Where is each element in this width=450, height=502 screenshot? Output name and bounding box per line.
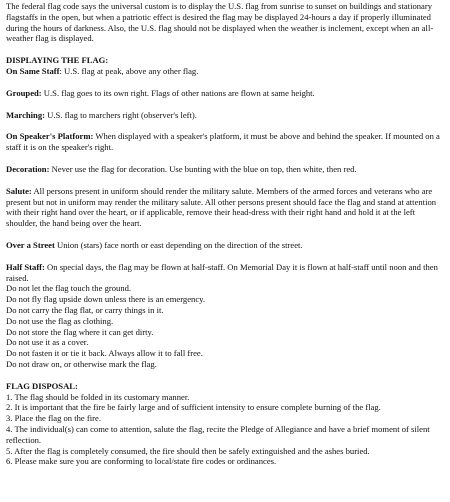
disposal-step: 3. Place the flag on the fire. [6,413,101,424]
rule-text: U.S. flag to marchers right (observer's left). [45,109,197,120]
disposal-step: 1. The flag should be folded in its customary manner. [6,391,190,402]
intro-paragraph: The federal flag code says the universal custom is to display the U.S. flag from sunrise to sunset on buildings and stationary flagstaffs in the open, but when a patriotic effect is desired the flag may be displayed 24-hours a day if properly illuminated during the hours of darkness. Also, the U.S. flag should not be displayed when the weather is inclement, except when an all-weather flag is displayed. [6,1,434,44]
rule-term: Salute: [6,185,32,196]
rule-half-staff [6,262,444,284]
rule-term: Decoration: [6,163,50,174]
dont-item: Do not fasten it or tie it back. Always allow it to fall free. [6,348,203,359]
rule-decoration [6,164,444,175]
dont-item: Do not draw on, or otherwise mark the flag. [6,358,157,369]
rule-over-street [6,240,444,251]
disposal-heading: FLAG DISPOSAL: [6,380,78,391]
displaying-heading: DISPLAYING THE FLAG: [6,55,109,66]
rule-term: Marching: [6,109,45,120]
dont-item: Do not fly flag upside down unless there is an emergency. [6,294,206,305]
rule-term: On Same Staff [6,65,60,76]
rule-term: On Speaker's Platform: [6,131,94,142]
dont-item: Do not use it as a cover. [6,337,89,348]
rule-term: Half Staff: [6,261,45,272]
dont-item: Do not store the flag where it can get dirty. [6,326,154,337]
disposal-step: 5. After the flag is completely consumed, the fire should then be safely extinguished and the ashes buried. [6,445,370,456]
rule-text: When displayed with a speaker's platform, it must be above and behind the speaker. If mounted on a staff it is on the speaker's right. [6,131,440,153]
rule-text: On special days, the flag may be flown at half-staff. On Memorial Day it is flown at half-staff until noon and then raised. [6,261,438,283]
rule-term: Over a Street [6,239,55,250]
disposal-step: 4. The individual(s) can come to attention, salute the flag, recite the Pledge of Allegiance and have a brief moment of silent reflection. [6,423,430,445]
rule-marching [6,110,444,121]
rule-term: Grouped: [6,87,42,98]
rule-same-staff [6,66,444,77]
disposal-step: 6. Please make sure you are conforming to local/state fire codes or ordinances. [6,456,277,467]
dont-item: Do not carry the flag flat, or carry things in it. [6,304,164,315]
rule-text: : U.S. flag at peak, above any other flag. [59,65,199,76]
rule-text: Union (stars) face north or east depending on the direction of the street. [54,239,303,250]
rule-text: U.S. flag goes to its own right. Flags of other nations are flown at same height. [41,87,315,98]
dont-item: Do not let the flag touch the ground. [6,283,132,294]
donts-list [6,283,444,369]
rule-grouped [6,88,444,99]
dont-item: Do not use the flag as clothing. [6,315,114,326]
rule-speakers-platform [6,131,444,153]
disposal-step: 2. It is important that the fire be fairly large and of sufficient intensity to ensure complete burning of the flag. [6,402,381,413]
rule-text: Never use the flag for decoration. Use bunting with the blue on top, then white, then red. [49,163,357,174]
disposal-steps [6,392,444,468]
rule-salute [6,186,444,229]
rule-text: All persons present in uniform should render the military salute. Members of the armed forces and veterans who are present but not in uniform may render the military salute. All other persons present should face the flag and stand at attention with their right hand over the heart, or if applicable, remove their head-dress with their right hand and hold it at the left shoulder, the hand being over the heart. [6,185,437,229]
